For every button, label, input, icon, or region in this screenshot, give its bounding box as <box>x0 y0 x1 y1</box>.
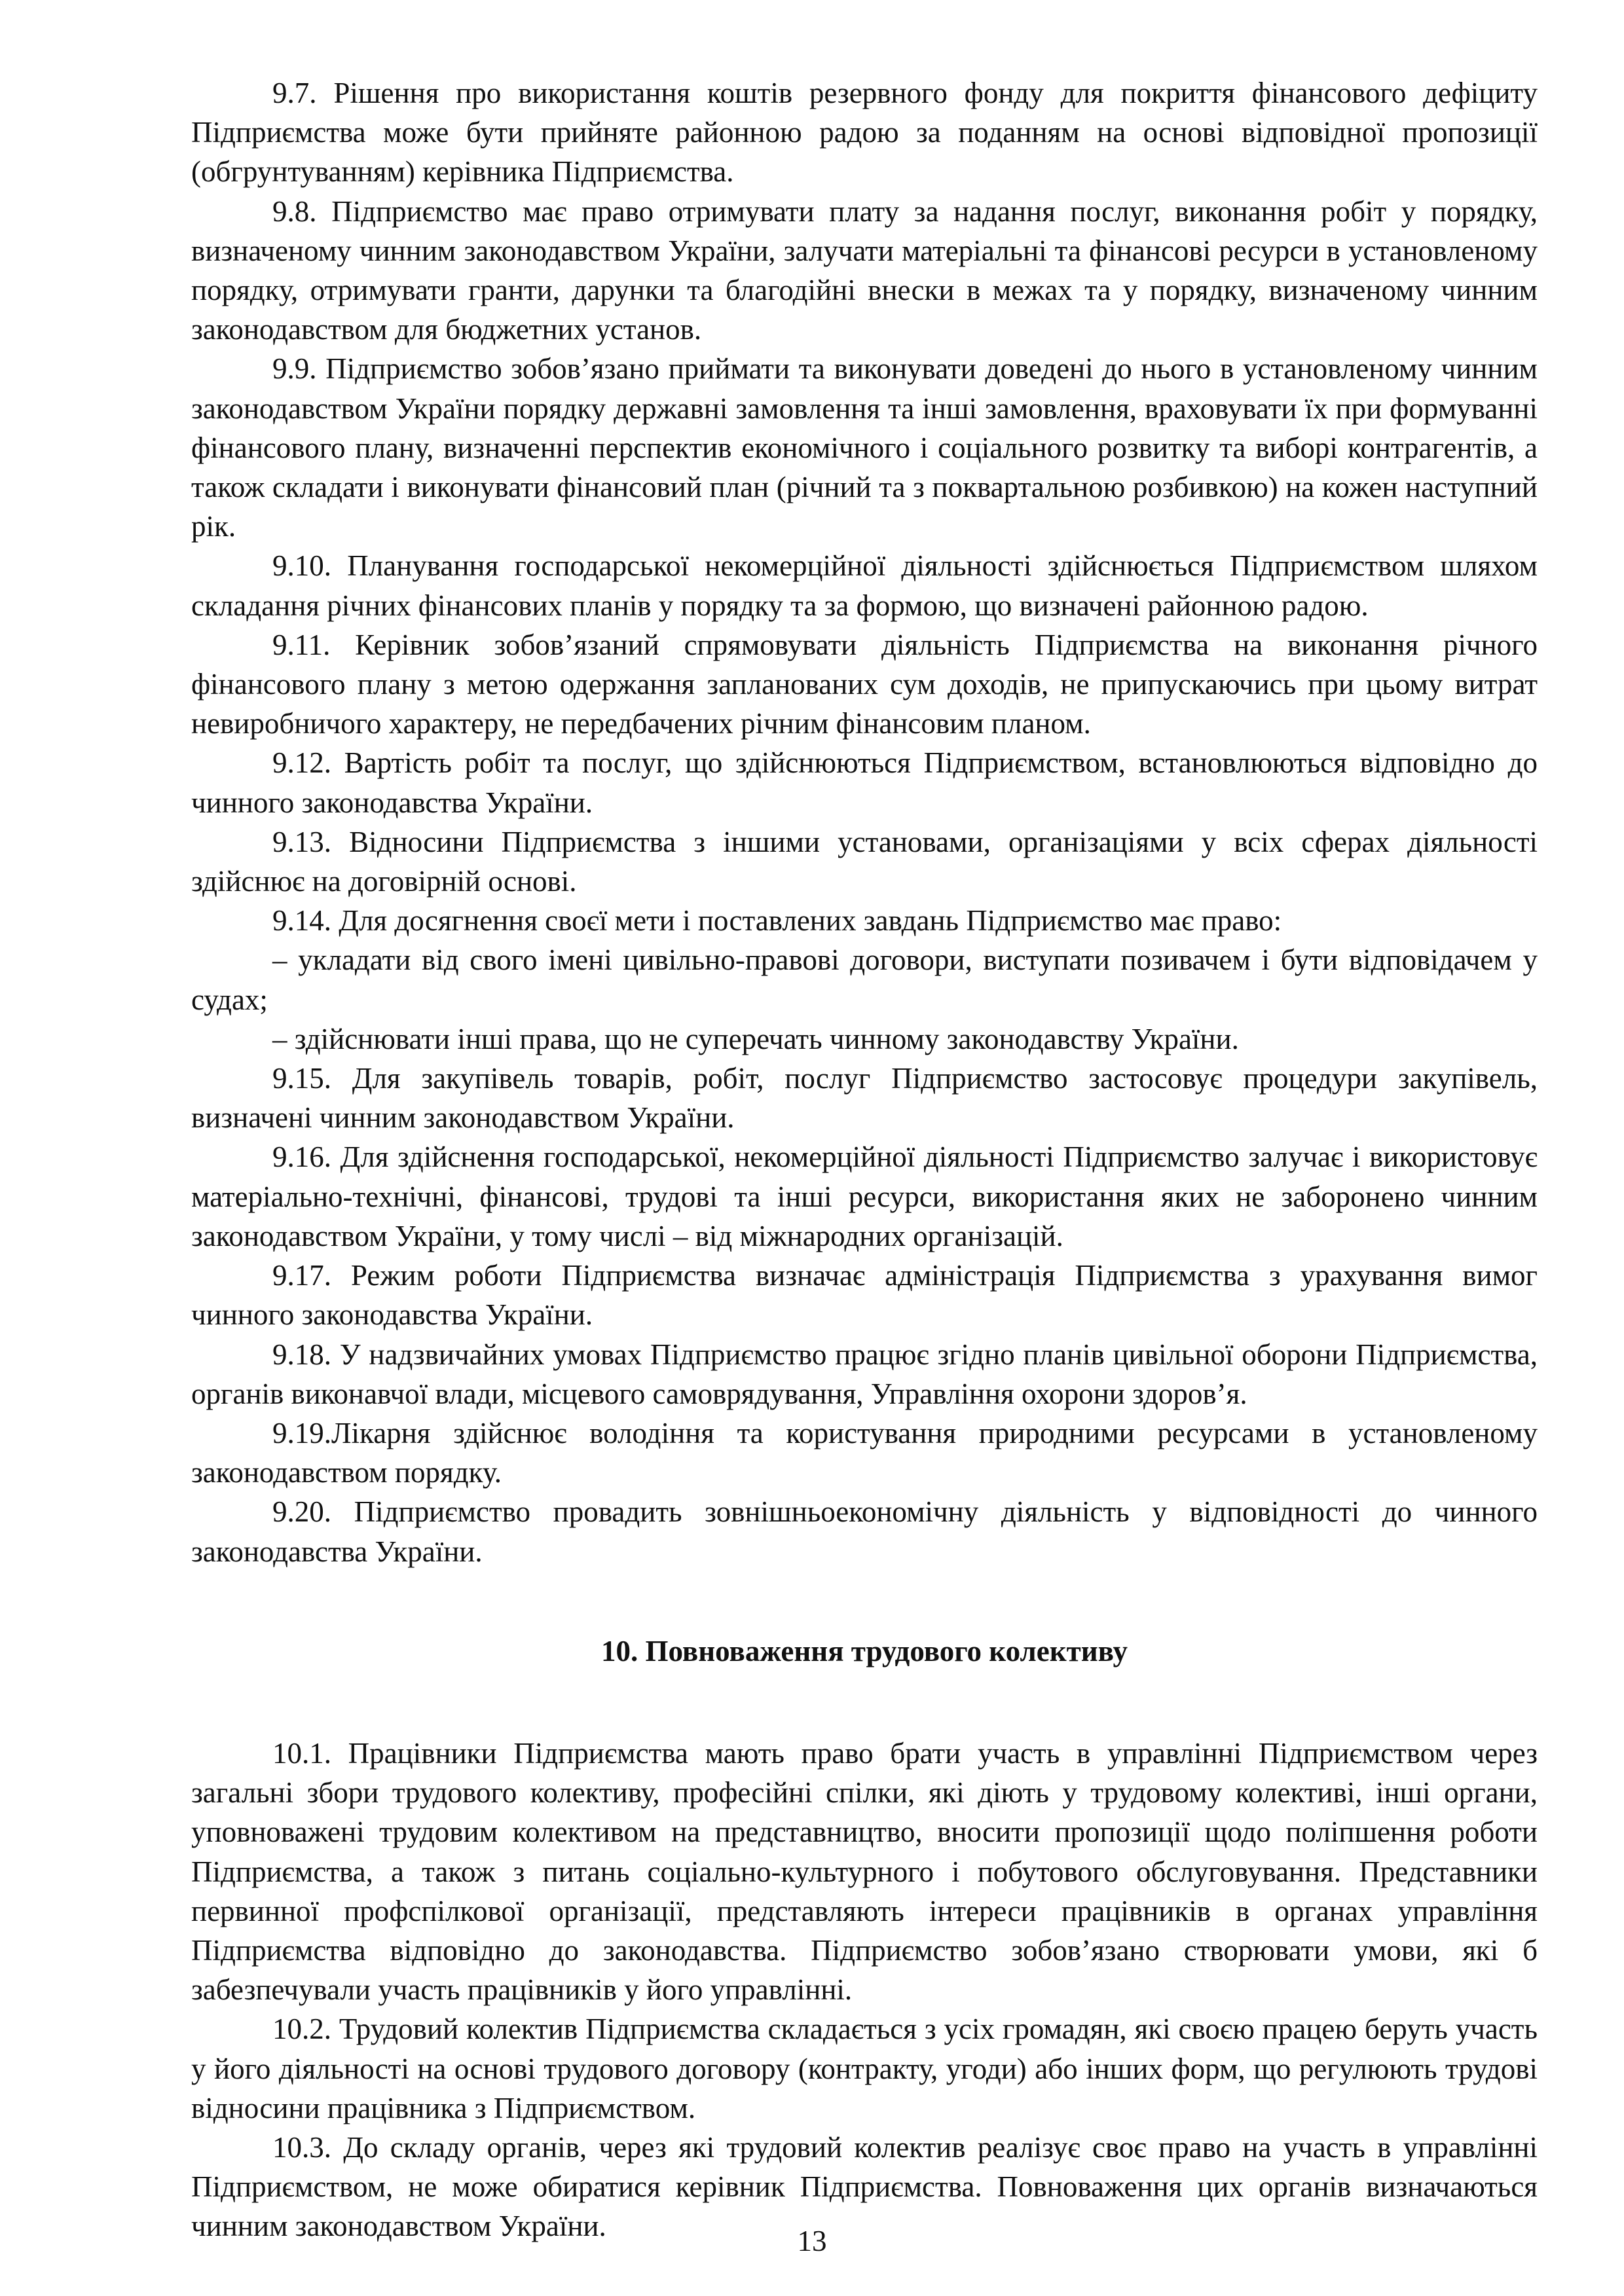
paragraph-9-10: 9.10. Планування господарської некомерційної діяльності здійснюється Підприємством шляхом складання річних фінансових планів у порядку та за формою, що визначені районною радою. <box>191 549 1538 622</box>
paragraph-9-11: 9.11. Керівник зобов’язаний спрямовувати діяльність Підприємства на виконання річного фінансового плану з метою одержання запланованих сум доходів, не припускаючись при цьому витрат невиробничого характеру, не передбачених річним фінансовим планом. <box>191 628 1538 740</box>
paragraph-9-13: 9.13. Відносини Підприємства з іншими установами, організаціями у всіх сферах діяльності здійснює на договірній основі. <box>191 825 1538 898</box>
paragraph-10-3: 10.3. До складу органів, через які трудовий колектив реалізує своє право на участь в управлінні Підприємством, не може обиратися керівник Підприємства. Повноваження цих органів визначаються чинним законодавством України. <box>191 2130 1538 2243</box>
paragraph-10-2: 10.2. Трудовий колектив Підприємства складається з усіх громадян, які своєю працею беруть участь у його діяльності на основі трудового договору (контракту, угоди) або інших форм, що регулюють трудові відносини працівника з Підприємством. <box>191 2013 1538 2124</box>
paragraph-9-9: 9.9. Підприємство зобов’язано приймати та виконувати доведені до нього в установленому чинним законодавством України порядку державні замовлення та інші замовлення, враховувати їх при формуванні фінансового плану, визначенні перспектив економічного і соціального розвитку та виборі контрагентів, а також складати і виконувати фінансовий план (річний та з поквартальною розбивкою) на кожен наступний рік. <box>191 352 1538 543</box>
paragraph-9-19: 9.19.Лікарня здійснює володіння та користування природними ресурсами в установленому законодавством порядку. <box>191 1416 1538 1489</box>
paragraph-10-1: 10.1. Працівники Підприємства мають право брати участь в управлінні Підприємством через загальні збори трудового колективу, професійні спілки, які діють у трудовому колективі, інші органи, уповноважені трудовим колективом на представництво, вносити пропозиції щодо поліпшення роботи Підприємства, а також з питань соціально-культурного і побутового обслуговування. Представники первинної профспілкової організації, представляють інтереси працівників в органах управління Підприємства відповідно до законодавства. Підприємство зобов’язано створювати умови, які б забезпечували участь працівників у його управлінні. <box>191 1736 1538 2007</box>
paragraph-9-12: 9.12. Вартість робіт та послуг, що здійснюються Підприємством, встановлюються відповідно до чинного законодавства України. <box>191 746 1538 819</box>
paragraph-9-16: 9.16. Для здійснення господарської, некомерційної діяльності Підприємство залучає і використовує матеріально-технічні, фінансові, трудові та інші ресурси, використання яких не заборонено чинним законодавством України, у тому числі – від міжнародних організацій. <box>191 1140 1538 1252</box>
paragraph-9-18: 9.18. У надзвичайних умовах Підприємство працює згідно планів цивільної оборони Підприємства, органів виконавчої влади, місцевого самоврядування, Управління охорони здоров’я. <box>191 1338 1538 1410</box>
list-item-contracts: – укладати від свого імені цивільно-правові договори, виступати позивачем і бути відповідачем у судах; <box>191 943 1538 1016</box>
paragraph-9-20: 9.20. Підприємство провадить зовнішньоекономічну діяльність у відповідності до чинного законодавства України. <box>191 1495 1538 1568</box>
page-number: 13 <box>797 2225 827 2257</box>
paragraph-9-8: 9.8. Підприємство має право отримувати плату за надання послуг, виконання робіт у порядку, визначеному чинним законодавством України, залучати матеріальні та фінансові ресурси в установленому порядку, отримувати гранти, дарунки та благодійні внески в межах та у порядку, визначеному чинним законодавством для бюджетних установ. <box>191 194 1538 346</box>
section-10-heading: 10. Повноваження трудового колективу <box>601 1634 1128 1667</box>
document-page <box>191 73 1538 2246</box>
paragraph-9-17: 9.17. Режим роботи Підприємства визначає адміністрація Підприємства з урахування вимог чинного законодавства України. <box>191 1259 1538 1332</box>
paragraph-9-15: 9.15. Для закупівель товарів, робіт, послуг Підприємство застосовує процедури закупівель, визначені чинним законодавством України. <box>191 1062 1538 1135</box>
paragraph-9-7: 9.7. Рішення про використання коштів резервного фонду для покриття фінансового дефіциту Підприємства може бути прийняте районною радою за поданням на основі відповідної пропозиції (обгрунтуванням) керівника Підприємства. <box>191 77 1538 189</box>
list-item-other-rights: – здійснювати інші права, що не суперечать чинному законодавству України. <box>272 1022 1239 1055</box>
paragraph-9-14: 9.14. Для досягнення своєї мети і поставлених завдань Підприємство має право: <box>272 904 1282 938</box>
